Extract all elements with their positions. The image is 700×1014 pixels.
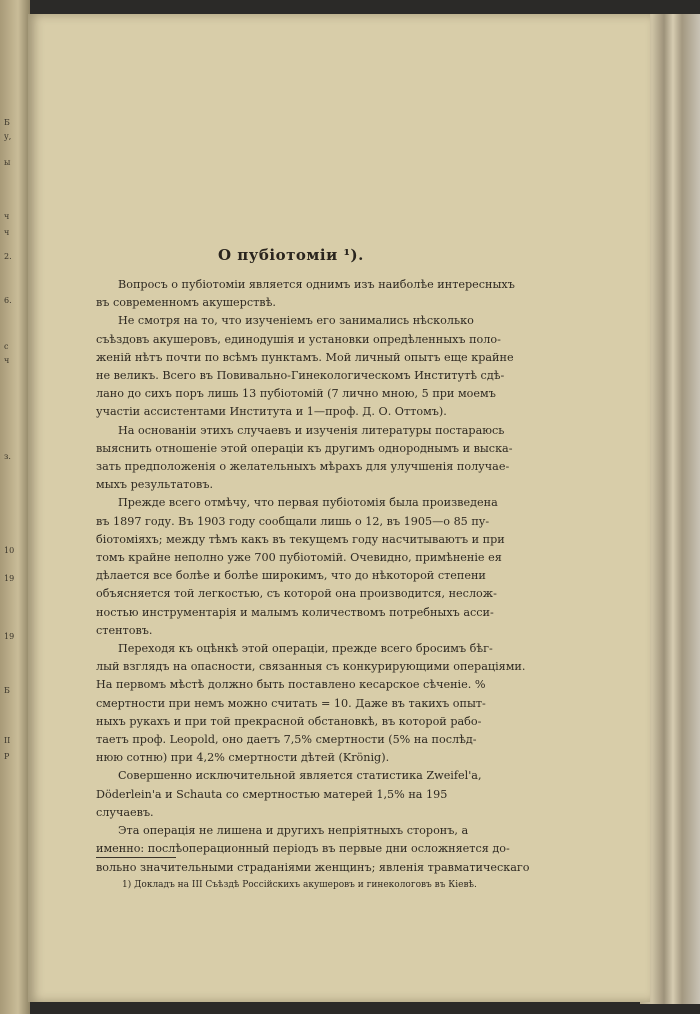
text-line: Переходя къ оцѣнкѣ этой операціи, прежде всего бросимъ бѣг- [118, 642, 493, 656]
text-line: Вопросъ о пубіотоміи является однимъ изъ наиболѣе интересныхъ [118, 278, 515, 291]
text-line: въ 1897 году. Въ 1903 году сообщали лишь о 12, въ 1905—о 85 пу- [96, 514, 490, 528]
text-line: вольно значительными страданіями женщинъ; явленія травматическаго [96, 860, 530, 874]
left-page-fragment: Б [4, 686, 10, 695]
left-page-fragment: ы [4, 158, 11, 167]
left-page-fragment: Б [4, 118, 10, 127]
text-line: біотоміяхъ; между тѣмъ какъ въ текущемъ году насчитываютъ и при [96, 532, 505, 546]
left-page-fragment: з. [4, 452, 11, 461]
left-page-fragment: 19 [4, 632, 15, 641]
text-line: нюю сотню) при 4,2% смертности дѣтей (Krönig). [96, 751, 390, 765]
text-line: объясняется той легкостью, съ которой она производится, неслож- [96, 587, 497, 601]
left-page-fragment: у, [4, 132, 12, 141]
paragraph [96, 312, 554, 421]
left-page-fragment: 19 [4, 574, 15, 583]
paragraph [96, 494, 554, 640]
text-line: дѣлается все болѣе и болѣе широкимъ, что до нѣкоторой степени [96, 569, 486, 583]
text-line: стентовъ. [96, 623, 153, 637]
left-page-fragment: 6. [4, 296, 12, 305]
text-line: таетъ проф. Leopold, оно даетъ 7,5% смертности (5% на послѣд- [96, 733, 477, 747]
left-page-fragment: 2. [4, 252, 12, 261]
text-line: женій нѣтъ почти по всѣмъ пунктамъ. Мой личный опытъ еще крайне [96, 350, 514, 364]
left-page-fragment: ч [4, 228, 10, 237]
text-line: мыхъ результатовъ. [96, 478, 214, 492]
text-line: смертности при немъ можно считать = 10. Даже въ такихъ опыт- [96, 696, 486, 710]
article-body [96, 276, 554, 877]
left-page-fragment: P [4, 752, 10, 761]
paragraph [96, 422, 554, 495]
text-line: лано до сихъ поръ лишь 13 пубіотомій (7 лично мною, 5 при моемъ [96, 387, 496, 401]
left-page-edge [0, 0, 30, 1014]
text-line: На первомъ мѣстѣ должно быть поставлено кесарское сѣченіе. % [96, 678, 486, 692]
text-line: участіи ассистентами Института и 1—проф. Д. О. Оттомъ). [96, 405, 447, 419]
left-page-fragment: ч [4, 212, 10, 221]
text-line: въ современномъ акушерствѣ. [96, 296, 276, 310]
paragraph [96, 822, 554, 877]
text-line: случаевъ. [96, 805, 154, 819]
text-line: Совершенно исключительной является статистика Zweifel'a, [118, 769, 482, 783]
text-line: не великъ. Всего въ Повивально-Гинекологическомъ Институтѣ сдѣ- [96, 369, 505, 383]
text-line: ныхъ рукахъ и при той прекрасной обстановкѣ, въ которой рабо- [96, 714, 482, 728]
left-page-fragment: II [4, 736, 11, 745]
paragraph [96, 767, 554, 822]
book-page [28, 14, 650, 1002]
text-line: съѣздовъ акушеровъ, единодушія и установки опредѣленныхъ поло- [96, 332, 501, 346]
footnote-divider [96, 857, 176, 858]
text-line: ностью инструментарія и малымъ количествомъ потребныхъ асси- [96, 605, 494, 619]
paragraph [96, 276, 554, 312]
paragraph [96, 640, 554, 767]
text-line: выяснить отношеніе этой операціи къ другимъ однороднымъ и выска- [96, 441, 513, 455]
text-line: Эта операція не лишена и другихъ непріятныхъ сторонъ, а [118, 824, 469, 838]
left-page-fragment: 10 [4, 546, 15, 555]
text-line: зать предположенія о желательныхъ мѣрахъ для улучшенія получае- [96, 460, 510, 474]
footnote: 1) Докладъ на III Съѣздѣ Россійскихъ акушеровъ и гинекологовъ въ Кіевѣ. [122, 880, 477, 890]
text-line: именно: послѣоперационный періодъ въ первые дни осложняется до- [96, 842, 510, 856]
text-line: томъ крайне неполно уже 700 пубіотомій. Очевидно, примѣненіе ея [96, 551, 502, 565]
article-title: О пубіотоміи ¹). [218, 246, 364, 264]
text-line: На основаніи этихъ случаевъ и изученія литературы постараюсь [118, 423, 505, 437]
left-page-fragment: с [4, 342, 9, 351]
text-line: Не смотря на то, что изученіемъ его занимались нѣсколько [118, 314, 474, 328]
left-page-fragment: ч [4, 356, 10, 365]
text-line: Döderlein'a и Schauta со смертностью матерей 1,5% на 195 [96, 787, 448, 801]
text-line: лый взглядъ на опасности, связанныя съ конкурирующими операціями. [96, 660, 526, 674]
text-line: Прежде всего отмѣчу, что первая пубіотомія была произведена [118, 496, 498, 510]
